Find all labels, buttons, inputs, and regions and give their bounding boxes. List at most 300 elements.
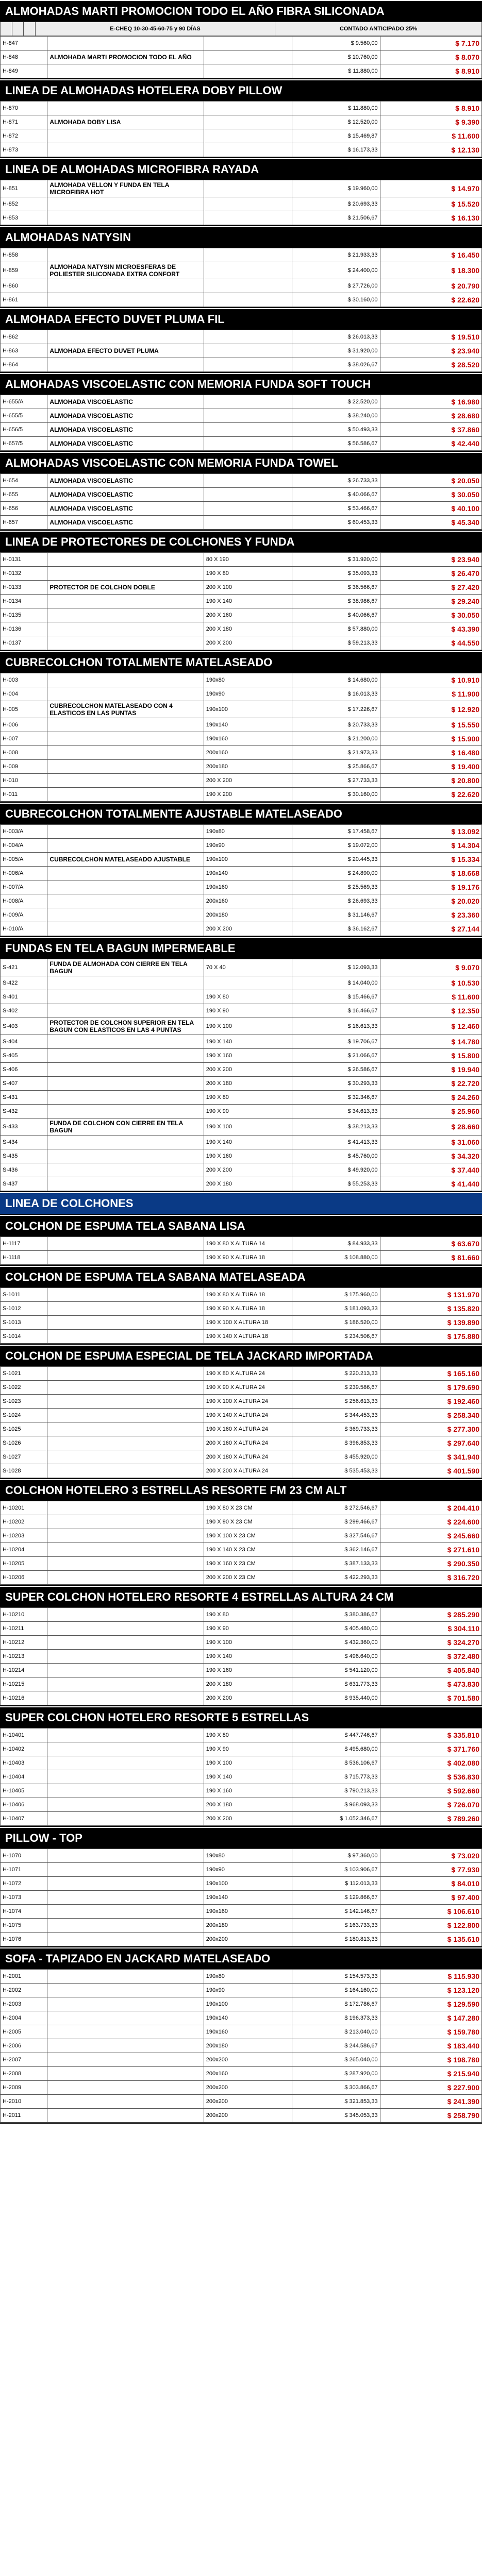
- echeq-price: $ 272.546,67: [292, 1501, 380, 1515]
- cash-price: $ 13.092: [380, 825, 481, 839]
- cash-price: $ 8.910: [380, 101, 481, 115]
- echeq-price: $ 321.853,33: [292, 2095, 380, 2109]
- product-code: H-656/5: [1, 423, 47, 437]
- table-row: [1, 1004, 482, 1018]
- echeq-price: $ 496.640,00: [292, 1650, 380, 1664]
- product-size: 190 X 90: [204, 1622, 292, 1636]
- product-name: [47, 1650, 204, 1664]
- product-size: 190x90: [204, 687, 292, 701]
- product-code: H-655/5: [1, 409, 47, 423]
- echeq-price: $ 32.346,67: [292, 1091, 380, 1105]
- product-size: [204, 279, 292, 293]
- cash-price: $ 15.520: [380, 197, 481, 211]
- product-name: [47, 1608, 204, 1622]
- product-code: H-006/A: [1, 867, 47, 880]
- cash-price: $ 129.590: [380, 1997, 481, 2011]
- table-row: [1, 1784, 482, 1798]
- section-hotelera-doby: [0, 79, 482, 158]
- echeq-price: $ 59.213,33: [292, 636, 380, 650]
- product-code: H-0134: [1, 595, 47, 608]
- cash-price: $ 40.100: [380, 502, 481, 516]
- cash-price: $ 19.940: [380, 1063, 481, 1077]
- product-size: 200x200: [204, 1933, 292, 1946]
- section-title: LINEA DE ALMOHADAS MICROFIBRA RAYADA: [0, 158, 482, 180]
- product-size: 190 X 100: [204, 1118, 292, 1136]
- product-size: 190 X 100 X 23 CM: [204, 1529, 292, 1543]
- table-row: [1, 1636, 482, 1650]
- product-name: [47, 197, 204, 211]
- column-header: [1, 22, 12, 36]
- product-code: H-655: [1, 488, 47, 502]
- product-name: [47, 2039, 204, 2053]
- product-code: H-2001: [1, 1970, 47, 1984]
- echeq-price: $ 21.066,67: [292, 1049, 380, 1063]
- product-size: [204, 50, 292, 64]
- product-name: [47, 1812, 204, 1826]
- product-name: [47, 1163, 204, 1177]
- product-name: [47, 37, 204, 50]
- section-almohadas-marti: [0, 0, 482, 79]
- cash-price: $ 726.070: [380, 1798, 481, 1812]
- product-name: [47, 143, 204, 157]
- product-name: [47, 1464, 204, 1478]
- product-name: [47, 732, 204, 746]
- table-row: [1, 2067, 482, 2081]
- echeq-price: $ 181.093,33: [292, 1302, 380, 1316]
- table-row: [1, 1557, 482, 1571]
- product-size: [204, 129, 292, 143]
- cash-price: $ 37.860: [380, 423, 481, 437]
- echeq-price: $ 19.960,00: [292, 180, 380, 197]
- table-row: [1, 1919, 482, 1933]
- product-name: [47, 1395, 204, 1409]
- section-fundas-bagun: [0, 937, 482, 1192]
- cash-price: $ 204.410: [380, 1501, 481, 1515]
- product-code: H-861: [1, 293, 47, 307]
- table-row: [1, 1650, 482, 1664]
- product-name: [47, 1049, 204, 1063]
- table-row: [1, 2011, 482, 2025]
- product-size: 190x80: [204, 673, 292, 687]
- product-code: H-10214: [1, 1664, 47, 1677]
- product-code: S-422: [1, 976, 47, 990]
- section-natysin: [0, 226, 482, 308]
- product-size: [204, 330, 292, 344]
- echeq-price: $ 715.773,33: [292, 1770, 380, 1784]
- cash-price: $ 84.010: [380, 1877, 481, 1891]
- cash-price: $ 224.600: [380, 1515, 481, 1529]
- table-row: [1, 2053, 482, 2067]
- product-size: 190 X 80 X 23 CM: [204, 1501, 292, 1515]
- product-code: H-1071: [1, 1863, 47, 1877]
- product-size: 190x80: [204, 1970, 292, 1984]
- cash-price: $ 25.960: [380, 1105, 481, 1118]
- section-espuma-sabana: [0, 1215, 482, 1266]
- product-name: [47, 990, 204, 1004]
- cash-price: $ 241.390: [380, 2095, 481, 2109]
- product-name: [47, 1288, 204, 1302]
- cash-price: $ 258.790: [380, 2109, 481, 2123]
- product-name: [47, 1177, 204, 1191]
- product-code: S-1025: [1, 1422, 47, 1436]
- product-name: [47, 1742, 204, 1756]
- product-code: H-10204: [1, 1543, 47, 1557]
- echeq-price: $ 103.906,67: [292, 1863, 380, 1877]
- echeq-price: $ 380.386,67: [292, 1608, 380, 1622]
- price-table: [0, 36, 482, 78]
- echeq-price: $ 14.680,00: [292, 673, 380, 687]
- cash-price: $ 12.460: [380, 1018, 481, 1035]
- table-row: [1, 894, 482, 908]
- cash-price: $ 285.290: [380, 1608, 481, 1622]
- echeq-price: $ 38.986,67: [292, 595, 380, 608]
- cash-price: $ 401.590: [380, 1464, 481, 1478]
- table-row: [1, 1450, 482, 1464]
- product-name: [47, 1035, 204, 1049]
- echeq-price: $ 84.933,33: [292, 1237, 380, 1251]
- section-title: COLCHON HOTELERO 3 ESTRELLAS RESORTE FM 23 CM ALT: [0, 1479, 482, 1501]
- table-row: [1, 1381, 482, 1395]
- product-code: H-007: [1, 732, 47, 746]
- table-row: [1, 2025, 482, 2039]
- section-visco-soft: [0, 373, 482, 452]
- product-name: [47, 248, 204, 262]
- table-row: [1, 622, 482, 636]
- product-code: H-2008: [1, 2067, 47, 2081]
- section-super-hotelero-5: [0, 1706, 482, 1827]
- cash-price: $ 12.130: [380, 143, 481, 157]
- echeq-price: $ 14.040,00: [292, 976, 380, 990]
- product-name: [47, 2109, 204, 2123]
- product-code: H-010/A: [1, 922, 47, 936]
- product-code: H-009/A: [1, 908, 47, 922]
- echeq-price: $ 22.520,00: [292, 395, 380, 409]
- product-name: ALMOHADA NATYSIN MICROESFERAS DE POLIESTER SILICONADA EXTRA CONFORT: [47, 262, 204, 279]
- product-code: H-864: [1, 358, 47, 372]
- product-name: [47, 1381, 204, 1395]
- product-size: 200 X 100: [204, 581, 292, 595]
- product-size: [204, 180, 292, 197]
- cash-price: $ 245.660: [380, 1529, 481, 1543]
- product-name: [47, 673, 204, 687]
- table-row: [1, 2095, 482, 2109]
- product-code: H-10210: [1, 1608, 47, 1622]
- product-code: H-873: [1, 143, 47, 157]
- echeq-price: $ 196.373,33: [292, 2011, 380, 2025]
- section-header-table: [0, 22, 482, 36]
- product-size: [204, 248, 292, 262]
- table-row: [1, 1798, 482, 1812]
- cash-price: $ 23.360: [380, 908, 481, 922]
- echeq-price: $ 19.706,67: [292, 1035, 380, 1049]
- product-size: 190 X 160: [204, 1784, 292, 1798]
- product-name: [47, 1450, 204, 1464]
- product-name: [47, 1770, 204, 1784]
- table-row: [1, 718, 482, 732]
- cash-price: $ 15.334: [380, 853, 481, 867]
- product-code: H-1072: [1, 1877, 47, 1891]
- product-size: [204, 502, 292, 516]
- cash-price: $ 18.668: [380, 867, 481, 880]
- table-row: [1, 488, 482, 502]
- product-size: 190x90: [204, 1863, 292, 1877]
- cash-price: $ 19.176: [380, 880, 481, 894]
- product-code: S-402: [1, 1004, 47, 1018]
- product-code: H-2003: [1, 1997, 47, 2011]
- product-code: H-10211: [1, 1622, 47, 1636]
- product-name: [47, 567, 204, 581]
- product-code: S-407: [1, 1077, 47, 1091]
- product-size: [204, 488, 292, 502]
- price-table: [0, 180, 482, 225]
- product-name: [47, 1077, 204, 1091]
- echeq-price: $ 265.040,00: [292, 2053, 380, 2067]
- product-name: [47, 1970, 204, 1984]
- product-size: 200 X 200 X 23 CM: [204, 1571, 292, 1585]
- table-row: [1, 701, 482, 718]
- table-row: [1, 853, 482, 867]
- echeq-price: $ 536.106,67: [292, 1756, 380, 1770]
- product-size: 190 X 160 X ALTURA 24: [204, 1422, 292, 1436]
- product-code: H-657: [1, 516, 47, 530]
- product-name: ALMOHADA EFECTO DUVET PLUMA: [47, 344, 204, 358]
- product-code: H-10202: [1, 1515, 47, 1529]
- product-code: H-10213: [1, 1650, 47, 1664]
- echeq-price: $ 40.066,67: [292, 608, 380, 622]
- product-size: 190x140: [204, 718, 292, 732]
- cash-price: $ 277.300: [380, 1422, 481, 1436]
- product-size: 190 X 90: [204, 1742, 292, 1756]
- product-code: H-10401: [1, 1728, 47, 1742]
- table-row: [1, 1163, 482, 1177]
- echeq-price: $ 19.072,00: [292, 839, 380, 853]
- section-colchones-header: [0, 1192, 482, 1215]
- echeq-price: $ 172.786,67: [292, 1997, 380, 2011]
- product-size: [204, 37, 292, 50]
- product-name: [47, 976, 204, 990]
- product-name: [47, 358, 204, 372]
- table-row: [1, 2109, 482, 2123]
- product-size: 190x160: [204, 2025, 292, 2039]
- product-code: S-437: [1, 1177, 47, 1191]
- section-title: ALMOHADAS VISCOELASTIC CON MEMORIA FUNDA TOWEL: [0, 452, 482, 473]
- product-size: 70 X 40: [204, 959, 292, 976]
- product-name: [47, 1997, 204, 2011]
- cash-price: $ 27.144: [380, 922, 481, 936]
- product-name: [47, 279, 204, 293]
- echeq-price: $ 9.560,00: [292, 37, 380, 50]
- echeq-price: $ 16.613,33: [292, 1018, 380, 1035]
- product-name: [47, 1571, 204, 1585]
- product-code: S-401: [1, 990, 47, 1004]
- echeq-price: $ 31.920,00: [292, 344, 380, 358]
- table-row: [1, 1395, 482, 1409]
- product-size: 200 X 200: [204, 1163, 292, 1177]
- product-name: [47, 839, 204, 853]
- cash-price: $ 63.670: [380, 1237, 481, 1251]
- product-size: 200 X 200: [204, 1063, 292, 1077]
- price-table: [0, 1969, 482, 2123]
- price-table: [0, 248, 482, 307]
- product-size: 190 X 80 X ALTURA 18: [204, 1288, 292, 1302]
- product-size: 190x160: [204, 732, 292, 746]
- echeq-price: $ 26.586,67: [292, 1063, 380, 1077]
- product-name: ALMOHADA VISCOELASTIC: [47, 423, 204, 437]
- price-table: [0, 101, 482, 157]
- cash-price: $ 402.080: [380, 1756, 481, 1770]
- echeq-price: $ 30.293,33: [292, 1077, 380, 1091]
- cash-price: $ 28.520: [380, 358, 481, 372]
- product-code: H-007/A: [1, 880, 47, 894]
- echeq-price: $ 327.546,67: [292, 1529, 380, 1543]
- echeq-price: $ 26.733,33: [292, 474, 380, 488]
- echeq-price: $ 31.920,00: [292, 553, 380, 567]
- table-row: [1, 908, 482, 922]
- product-name: [47, 1622, 204, 1636]
- product-name: PROTECTOR DE COLCHON DOBLE: [47, 581, 204, 595]
- product-name: [47, 687, 204, 701]
- product-name: ALMOHADA VISCOELASTIC: [47, 437, 204, 451]
- cash-price: $ 45.340: [380, 516, 481, 530]
- product-name: [47, 746, 204, 760]
- echeq-price: $ 299.466,67: [292, 1515, 380, 1529]
- section-title: COLCHON DE ESPUMA ESPECIAL DE TELA JACKARD IMPORTADA: [0, 1345, 482, 1366]
- echeq-price: $ 387.133,33: [292, 1557, 380, 1571]
- column-header: [12, 22, 24, 36]
- echeq-price: $ 41.413,33: [292, 1136, 380, 1149]
- table-row: [1, 1515, 482, 1529]
- echeq-price: $ 27.726,00: [292, 279, 380, 293]
- product-code: H-2011: [1, 2109, 47, 2123]
- product-code: S-1021: [1, 1367, 47, 1381]
- product-code: H-1075: [1, 1919, 47, 1933]
- table-row: [1, 687, 482, 701]
- product-code: H-858: [1, 248, 47, 262]
- product-name: [47, 1784, 204, 1798]
- product-name: [47, 760, 204, 774]
- section-title: CUBRECOLCHON TOTALMENTE AJUSTABLE MATELASEADO: [0, 803, 482, 824]
- cash-price: $ 536.830: [380, 1770, 481, 1784]
- product-size: 200 X 180 X ALTURA 24: [204, 1450, 292, 1464]
- cash-price: $ 131.970: [380, 1288, 481, 1302]
- product-code: H-003/A: [1, 825, 47, 839]
- product-code: H-10203: [1, 1529, 47, 1543]
- product-size: 200 X 200: [204, 636, 292, 650]
- product-code: H-862: [1, 330, 47, 344]
- section-title: ALMOHADAS VISCOELASTIC CON MEMORIA FUNDA SOFT TOUCH: [0, 373, 482, 395]
- echeq-price: $ 20.445,33: [292, 853, 380, 867]
- product-size: 190 X 160 X 23 CM: [204, 1557, 292, 1571]
- price-table: [0, 395, 482, 451]
- product-code: H-863: [1, 344, 47, 358]
- product-code: H-656: [1, 502, 47, 516]
- cash-price: $ 97.400: [380, 1891, 481, 1905]
- echeq-price: $ 256.613,33: [292, 1395, 380, 1409]
- table-row: [1, 1543, 482, 1557]
- product-name: [47, 1877, 204, 1891]
- product-size: 190 X 90: [204, 1105, 292, 1118]
- table-row: [1, 1063, 482, 1077]
- table-row: [1, 395, 482, 409]
- product-size: 190 X 140: [204, 1035, 292, 1049]
- product-size: 190 X 90 X ALTURA 18: [204, 1251, 292, 1265]
- echeq-price: $ 405.480,00: [292, 1622, 380, 1636]
- cash-price: $ 10.530: [380, 976, 481, 990]
- cash-price: $ 18.300: [380, 262, 481, 279]
- table-row: [1, 867, 482, 880]
- product-name: [47, 1316, 204, 1330]
- product-size: 200x200: [204, 2095, 292, 2109]
- product-name: [47, 894, 204, 908]
- product-code: S-1028: [1, 1464, 47, 1478]
- echeq-price: $ 345.053,33: [292, 2109, 380, 2123]
- section-pillow-top: [0, 1827, 482, 1947]
- section-title: SUPER COLCHON HOTELERO RESORTE 4 ESTRELLAS ALTURA 24 CM: [0, 1586, 482, 1607]
- product-size: 190 X 90 X 23 CM: [204, 1515, 292, 1529]
- table-row: [1, 1367, 482, 1381]
- section-espuma-jackard: [0, 1345, 482, 1479]
- product-name: [47, 1919, 204, 1933]
- section-visco-towel: [0, 452, 482, 531]
- product-size: 200x200: [204, 2081, 292, 2095]
- echeq-price: $ 154.573,33: [292, 1970, 380, 1984]
- product-size: 190 X 100: [204, 1636, 292, 1650]
- product-size: 190 X 90 X ALTURA 24: [204, 1381, 292, 1395]
- echeq-price: $ 25.866,67: [292, 760, 380, 774]
- product-size: 190 X 100: [204, 1018, 292, 1035]
- product-name: [47, 1063, 204, 1077]
- product-code: H-851: [1, 180, 47, 197]
- product-name: [47, 2095, 204, 2109]
- table-row: [1, 1691, 482, 1705]
- echeq-price: $ 26.013,33: [292, 330, 380, 344]
- product-size: 190 X 140 X 23 CM: [204, 1543, 292, 1557]
- product-name: [47, 1237, 204, 1251]
- product-name: ALMOHADA VISCOELASTIC: [47, 474, 204, 488]
- product-code: H-10402: [1, 1742, 47, 1756]
- cash-price: $ 15.550: [380, 718, 481, 732]
- product-size: 190x80: [204, 825, 292, 839]
- table-row: [1, 1984, 482, 1997]
- table-row: [1, 1622, 482, 1636]
- product-code: S-434: [1, 1136, 47, 1149]
- product-name: [47, 1543, 204, 1557]
- section-title: SUPER COLCHON HOTELERO RESORTE 5 ESTRELLAS: [0, 1706, 482, 1728]
- section-title: SOFA - TAPIZADO EN JACKARD MATELASEADO: [0, 1947, 482, 1969]
- echeq-price: $ 15.466,67: [292, 990, 380, 1004]
- product-name: [47, 129, 204, 143]
- product-code: H-654: [1, 474, 47, 488]
- echeq-price: $ 31.146,67: [292, 908, 380, 922]
- echeq-price: $ 164.160,00: [292, 1984, 380, 1997]
- product-size: [204, 409, 292, 423]
- product-size: [204, 474, 292, 488]
- product-size: 190 X 90: [204, 1004, 292, 1018]
- echeq-price: $ 213.040,00: [292, 2025, 380, 2039]
- cash-price: $ 147.280: [380, 2011, 481, 2025]
- product-code: S-432: [1, 1105, 47, 1118]
- echeq-price: $ 16.173,33: [292, 143, 380, 157]
- product-name: [47, 1798, 204, 1812]
- product-code: H-008: [1, 746, 47, 760]
- product-name: CUBRECOLCHON MATELASEADO AJUSTABLE: [47, 853, 204, 867]
- echeq-price: $ 24.890,00: [292, 867, 380, 880]
- product-code: H-853: [1, 211, 47, 225]
- section-title: COLCHON DE ESPUMA TELA SABANA LISA: [0, 1215, 482, 1236]
- cash-price: $ 23.940: [380, 344, 481, 358]
- price-table: [0, 1849, 482, 1946]
- product-size: 190x100: [204, 1997, 292, 2011]
